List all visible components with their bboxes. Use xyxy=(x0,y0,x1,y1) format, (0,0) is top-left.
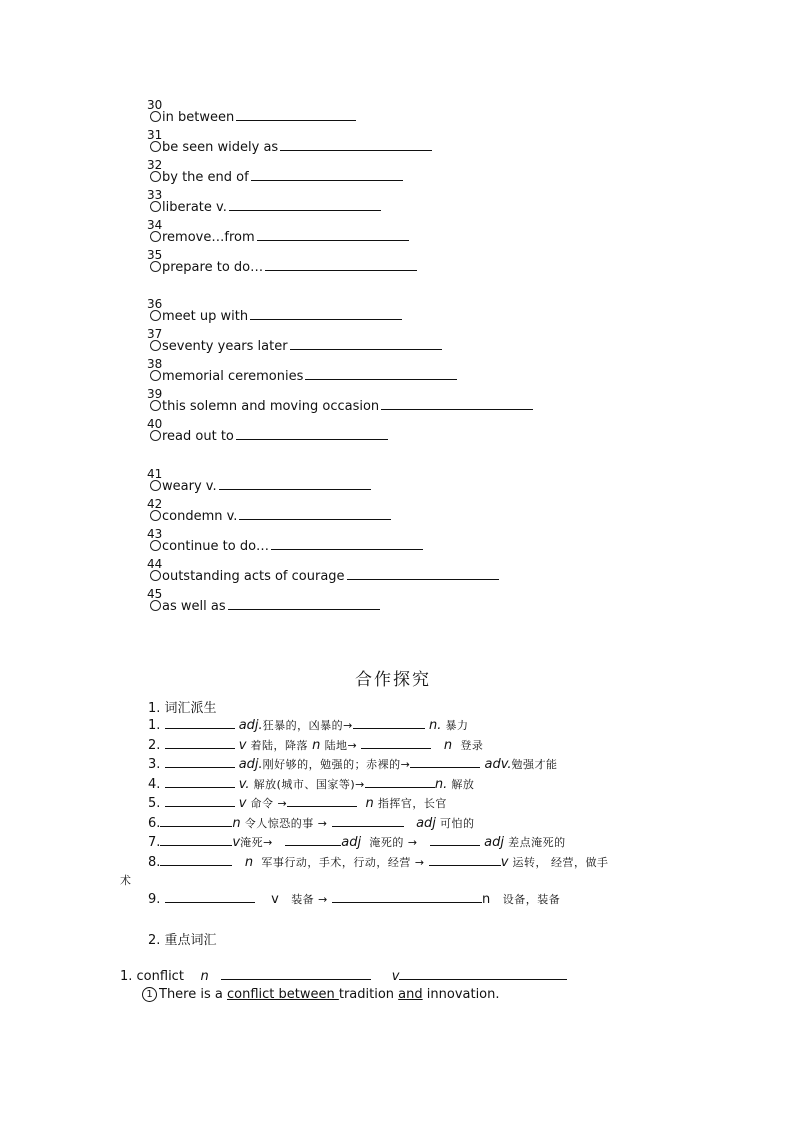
example-sentence: 1 There is a conflict between tradition and innovation. xyxy=(142,987,500,1002)
item-number: 30 xyxy=(147,98,163,112)
answer-blank[interactable] xyxy=(221,967,371,980)
vocab-phrase: meet up with xyxy=(162,309,249,324)
circle-marker-icon xyxy=(150,231,161,242)
answer-blank[interactable] xyxy=(219,477,371,490)
vocab-phrase: as well as xyxy=(162,599,226,614)
answer-blank[interactable] xyxy=(365,775,435,788)
item-number: 42 xyxy=(147,497,163,511)
item-number: 41 xyxy=(147,467,163,481)
answer-blank[interactable] xyxy=(160,814,232,827)
item-number: 37 xyxy=(147,327,163,341)
item-number: 45 xyxy=(147,587,163,601)
item-number: 36 xyxy=(147,297,163,311)
answer-blank[interactable] xyxy=(280,138,432,151)
vocab-phrase: seventy years later xyxy=(162,339,288,354)
circle-marker-icon xyxy=(150,570,161,581)
answer-blank[interactable] xyxy=(361,736,431,749)
answer-blank[interactable] xyxy=(229,198,381,211)
circle-marker-icon xyxy=(150,111,161,122)
answer-blank[interactable] xyxy=(381,397,533,410)
item-number: 38 xyxy=(147,357,163,371)
circle-marker-icon xyxy=(150,540,161,551)
circle-marker-icon xyxy=(150,370,161,381)
answer-blank[interactable] xyxy=(236,427,388,440)
answer-blank[interactable] xyxy=(165,890,255,903)
circle-marker-icon xyxy=(150,510,161,521)
vocab-phrase: outstanding acts of courage xyxy=(162,569,345,584)
vocab-phrase: this solemn and moving occasion xyxy=(162,399,380,414)
vocab-item xyxy=(147,128,432,155)
answer-blank[interactable] xyxy=(165,755,235,768)
derivation-row-4: 4. v. 解放(城市、国家等)→ n. 解放 xyxy=(148,777,475,792)
derivation-row-1: 1. adj.狂暴的，凶暴的→ n. 暴力 xyxy=(148,718,469,733)
vocab-phrase: liberate v. xyxy=(162,200,227,215)
vocab-item xyxy=(147,587,380,614)
vocab-item xyxy=(147,297,402,324)
item-number: 31 xyxy=(147,128,163,142)
answer-blank[interactable] xyxy=(353,716,425,729)
derivation-row-2: 2. v 着陆，降落 n 陆地→ n 登录 xyxy=(148,738,484,753)
derivation-row-8: 8. n 军事行动，手术，行动，经营 → v 运转， 经营，做手 xyxy=(148,855,609,870)
answer-blank[interactable] xyxy=(399,967,567,980)
circle-marker-icon xyxy=(150,600,161,611)
circle-marker-icon xyxy=(150,201,161,212)
answer-blank[interactable] xyxy=(429,853,501,866)
answer-blank[interactable] xyxy=(287,794,357,807)
vocab-phrase: continue to do… xyxy=(162,539,270,554)
vocab-item xyxy=(147,467,371,494)
vocab-phrase: remove…from xyxy=(162,230,255,245)
answer-blank[interactable] xyxy=(347,567,499,580)
circle-marker-icon xyxy=(150,430,161,441)
vocab-phrase: memorial ceremonies xyxy=(162,369,304,384)
answer-blank[interactable] xyxy=(332,814,404,827)
answer-blank[interactable] xyxy=(285,833,341,846)
vocab-item xyxy=(147,497,391,524)
item-number: 43 xyxy=(147,527,163,541)
vocab-item xyxy=(147,188,381,215)
answer-blank[interactable] xyxy=(236,108,356,121)
answer-blank[interactable] xyxy=(305,367,457,380)
answer-blank[interactable] xyxy=(265,258,417,271)
circle-marker-icon xyxy=(150,310,161,321)
item-number: 35 xyxy=(147,248,163,262)
answer-blank[interactable] xyxy=(165,794,235,807)
circle-marker-icon xyxy=(150,480,161,491)
vocab-item xyxy=(147,387,533,414)
derivation-row-5: 5. v 命令 → n 指挥官，长官 xyxy=(148,796,447,811)
vocab-item xyxy=(147,218,409,245)
key-word-conflict: 1. conflict n v xyxy=(120,967,567,984)
vocab-item xyxy=(147,248,417,275)
subsection-key-words: 2. 重点词汇 xyxy=(148,933,217,948)
answer-blank[interactable] xyxy=(160,833,232,846)
item-number: 34 xyxy=(147,218,163,232)
circle-marker-icon xyxy=(150,340,161,351)
item-number: 39 xyxy=(147,387,163,401)
example-number: 1 xyxy=(142,987,157,1002)
vocab-phrase: by the end of xyxy=(162,170,249,185)
vocab-item xyxy=(147,417,388,444)
circle-marker-icon xyxy=(150,171,161,182)
vocab-phrase: in between xyxy=(162,110,235,125)
vocab-phrase: prepare to do… xyxy=(162,260,264,275)
vocab-item xyxy=(147,158,403,185)
answer-blank[interactable] xyxy=(257,228,409,241)
vocab-item xyxy=(147,557,499,584)
vocab-phrase: condemn v. xyxy=(162,509,238,524)
answer-blank[interactable] xyxy=(290,337,442,350)
item-number: 40 xyxy=(147,417,163,431)
answer-blank[interactable] xyxy=(160,853,232,866)
vocab-item xyxy=(147,527,423,554)
derivation-row-8-wrap: 术 xyxy=(120,874,131,887)
answer-blank[interactable] xyxy=(251,168,403,181)
item-number: 32 xyxy=(147,158,163,172)
vocab-phrase: be seen widely as xyxy=(162,140,279,155)
subsection-derivation: 1. 词汇派生 xyxy=(148,701,217,716)
circle-marker-icon xyxy=(150,261,161,272)
item-number: 33 xyxy=(147,188,163,202)
section-title: 合作探究 xyxy=(355,670,431,690)
answer-blank[interactable] xyxy=(271,537,423,550)
answer-blank[interactable] xyxy=(165,736,235,749)
answer-blank[interactable] xyxy=(165,716,235,729)
derivation-row-7: 7. v淹死→ adj 淹死的 → adj 差点淹死的 xyxy=(148,835,566,850)
answer-blank[interactable] xyxy=(165,775,235,788)
circle-marker-icon xyxy=(150,400,161,411)
vocab-item xyxy=(147,357,457,384)
answer-blank[interactable] xyxy=(332,890,482,903)
item-number: 44 xyxy=(147,557,163,571)
answer-blank[interactable] xyxy=(430,833,480,846)
derivation-row-6: 6. n 令人惊恐的事 → adj 可怕的 xyxy=(148,816,475,831)
answer-blank[interactable] xyxy=(228,597,380,610)
derivation-row-9: 9. v 装备 → n 设备，装备 xyxy=(148,892,561,907)
answer-blank[interactable] xyxy=(250,307,402,320)
circle-marker-icon xyxy=(150,141,161,152)
vocab-item xyxy=(147,98,356,125)
derivation-row-3: 3. adj.刚好够的，勉强的；赤裸的→ adv.勉强才能 xyxy=(148,757,558,772)
vocab-item xyxy=(147,327,442,354)
vocab-phrase: read out to xyxy=(162,429,234,444)
answer-blank[interactable] xyxy=(239,507,391,520)
vocab-phrase: weary v. xyxy=(162,479,217,494)
answer-blank[interactable] xyxy=(410,755,480,768)
